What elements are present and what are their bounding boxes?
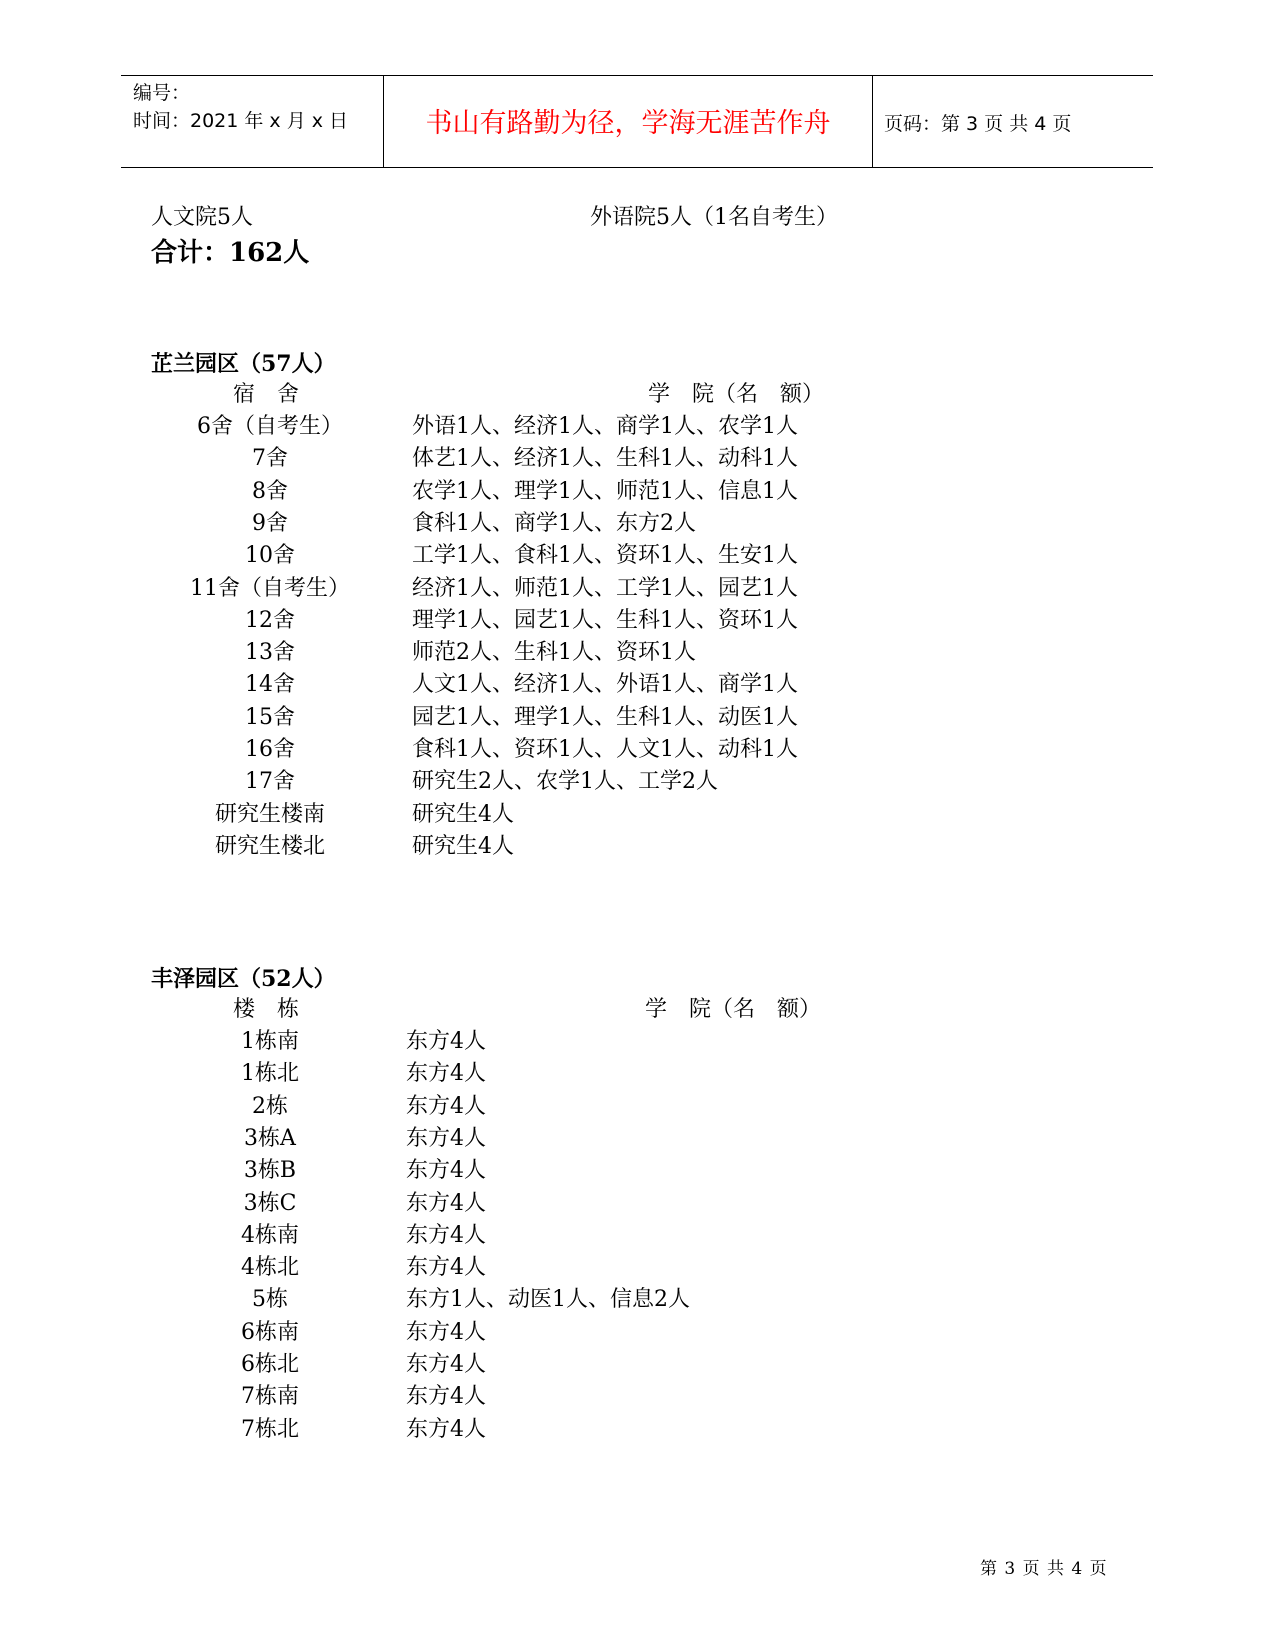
table-row-value: 东方4人 [406, 1061, 486, 1087]
table-row-label: 3栋C [243, 1190, 297, 1216]
table-row-label: 12舍 [245, 607, 295, 633]
table-row-label: 13舍 [245, 640, 295, 666]
table-row-value: 东方4人 [406, 1125, 486, 1151]
table-row-value: 东方4人 [406, 1222, 486, 1248]
section1-title: 芷兰园区（57人） [151, 351, 336, 377]
table-row-value: 研究生4人 [412, 833, 514, 859]
table-row-value: 东方4人 [406, 1158, 486, 1184]
table-row-label: 17舍 [245, 769, 295, 795]
table-row-value: 研究生2人、农学1人、工学2人 [412, 769, 718, 795]
table-row-value: 东方4人 [406, 1093, 486, 1119]
header-top-rule [121, 75, 1153, 76]
summary-total: 合计：162人 [151, 238, 310, 268]
table-row-value: 东方4人 [406, 1319, 486, 1345]
header-page-label: 页码：第 3 页 共 4 页 [884, 113, 1072, 135]
summary-right: 外语院5人（1名自考生） [590, 205, 838, 230]
section2-col-building: 楼 栋 [233, 997, 300, 1022]
table-row-value: 人文1人、经济1人、外语1人、商学1人 [412, 672, 798, 698]
section2-title: 丰泽园区（52人） [151, 966, 336, 992]
page-footer: 第 3 页 共 4 页 [980, 1559, 1108, 1579]
table-row-label: 16舍 [245, 737, 295, 762]
table-row-label: 6栋南 [241, 1319, 299, 1345]
table-row-label: 15舍 [245, 704, 295, 730]
table-row-value: 东方4人 [406, 1255, 486, 1281]
table-row-value: 农学1人、理学1人、师范1人、信息1人 [412, 478, 798, 504]
table-row-label: 4栋北 [241, 1255, 299, 1281]
table-row-label: 11舍（自考生） [190, 575, 350, 601]
table-row-value: 东方4人 [406, 1416, 486, 1442]
table-row-label: 2栋 [252, 1093, 288, 1119]
table-row-label: 7栋南 [241, 1384, 299, 1410]
table-row-value: 工学1人、食科1人、资环1人、生安1人 [412, 543, 798, 569]
table-row-label: 14舍 [245, 672, 295, 698]
header-meta [133, 79, 348, 135]
table-row-value: 东方4人 [406, 1190, 486, 1216]
table-row-label: 1栋北 [241, 1061, 299, 1087]
table-row-value: 园艺1人、理学1人、生科1人、动医1人 [412, 704, 798, 730]
table-row-value: 师范2人、生科1人、资环1人 [412, 640, 696, 666]
header-divider-right [872, 75, 873, 168]
table-row-label: 研究生楼北 [214, 833, 325, 859]
section1-col-dorm: 宿 舍 [233, 382, 300, 407]
table-row-value: 东方4人 [406, 1384, 486, 1410]
table-row-value: 东方1人、动医1人、信息2人 [406, 1287, 690, 1313]
table-row-label: 8舍 [252, 478, 288, 504]
section2-col-college: 学 院（名 额） [645, 997, 822, 1022]
table-row-value: 食科1人、商学1人、东方2人 [412, 510, 696, 536]
table-row-value: 外语1人、经济1人、商学1人、农学1人 [412, 414, 798, 439]
table-row-value: 体艺1人、经济1人、生科1人、动科1人 [412, 446, 798, 472]
table-row-value: 东方4人 [406, 1352, 486, 1377]
table-row-label: 研究生楼南 [214, 801, 325, 827]
header-divider-left [383, 75, 384, 168]
table-row-value: 食科1人、资环1人、人文1人、动科1人 [412, 737, 798, 762]
table-row-label: 3栋B [243, 1158, 297, 1184]
header-bottom-rule [121, 167, 1153, 168]
table-row-value: 经济1人、师范1人、工学1人、园艺1人 [412, 575, 798, 601]
table-row-label: 6栋北 [241, 1352, 299, 1377]
table-row-value: 东方4人 [406, 1029, 486, 1054]
section1-col-college: 学 院（名 额） [648, 382, 825, 407]
table-row-label: 3栋A [244, 1125, 296, 1151]
table-row-label: 6舍（自考生） [197, 414, 343, 439]
table-row-label: 1栋南 [241, 1029, 299, 1054]
table-row-label: 4栋南 [241, 1222, 299, 1248]
table-row-value: 研究生4人 [412, 801, 514, 827]
table-row-label: 5栋 [252, 1287, 288, 1313]
header-motto: 书山有路勤为径，学海无涯苦作舟 [425, 108, 831, 139]
time-label: 时间：2021 年 x 月 x 日 [133, 110, 349, 132]
table-row-value: 理学1人、园艺1人、生科1人、资环1人 [412, 607, 798, 633]
table-row-label: 10舍 [245, 543, 295, 569]
serial-label: 编号： [133, 82, 191, 104]
table-row-label: 7舍 [252, 446, 288, 472]
table-row-label: 7栋北 [241, 1416, 299, 1442]
summary-left: 人文院5人 [151, 205, 253, 230]
table-row-label: 9舍 [252, 510, 288, 536]
